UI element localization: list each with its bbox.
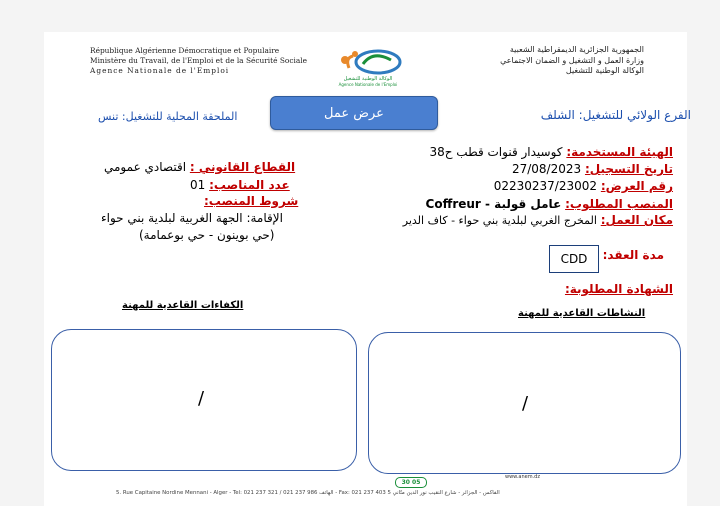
position-row: [426, 197, 673, 211]
reg-date-row: [512, 162, 673, 176]
contract-label: مدة العقد:: [602, 248, 664, 262]
positions-count-value: 01: [190, 178, 206, 192]
reg-date-label: تاريخ التسجيل:: [584, 162, 673, 176]
sector-row: [104, 160, 295, 174]
footer-site: www.anem.dz: [505, 474, 540, 480]
footer-address: 5. Rue Capitaine Nordine Mennani - Alger - Tel: 021 237 321 / 021 237 986 الهاتف - Fax: 021 237 403 الفاكس - الجزائر - شارع النقيب نور الدين منّاني 5: [116, 490, 500, 496]
branch-local: الملحقة المحلية للتشغيل: تنس: [98, 110, 238, 123]
offer-number-value: 02230237/23002: [493, 179, 598, 193]
employer-value: كوسيدار قنوات قطب ح38: [429, 145, 563, 159]
header-ar-line: الوكالة الوطنية للتشغيل: [565, 66, 644, 75]
positions-count-label: عدد المناصب:: [209, 178, 290, 192]
certificate-label: الشهادة المطلوبة:: [564, 282, 673, 296]
header-fr-line: Agence Nationale de l'Emploi: [90, 66, 230, 75]
sector-value: اقتصادي عمومي: [104, 160, 187, 174]
positions-count-row: [190, 178, 290, 192]
conditions-label: شروط المنصب:: [204, 194, 299, 208]
header-ar-line: الجمهورية الجزائرية الديمقراطية الشعبية: [509, 45, 644, 54]
workplace-row: [403, 213, 673, 227]
certificate-row: [565, 282, 673, 296]
workplace-label: مكان العمل:: [600, 213, 673, 227]
logo-name-ar: الوكالة الوطنية للتشغيل: [343, 76, 393, 82]
workplace-value: المخرج الغربي لبلدية بني حواء - كاف الدير: [402, 214, 597, 227]
sector-label: القطاع القانوني :: [189, 160, 296, 174]
branch-wilaya: الفرع الولائي للتشغيل: الشلف: [540, 108, 691, 122]
logo-name-fr: Agence Nationale de l'Emploi: [338, 82, 398, 87]
offer-title-box: عرض عمل: [270, 96, 438, 130]
header-fr-line: République Algérienne Démocratique et Populaire: [90, 46, 280, 55]
offer-number-row: [494, 179, 673, 193]
contract-label-row: [603, 248, 664, 262]
skills-value: /: [198, 388, 205, 409]
contract-value-box: CDD: [549, 245, 599, 273]
conditions-line-1: الإقامة: الجهة الغربية لبلدية بني حواء: [101, 211, 283, 225]
activities-title: النشاطات القاعدية للمهنة: [518, 308, 646, 319]
offer-number-label: رقم العرض:: [600, 179, 673, 193]
header-ar-line: وزارة العمل و التشغيل و الضمان الاجتماعي: [500, 55, 644, 65]
header-fr-line: Ministère du Travail, de l'Emploi et de la Sécurité Sociale: [90, 56, 308, 65]
employer-row: [429, 145, 673, 159]
conditions-line-2: (حي بوينون - حي بوعمامة): [139, 228, 275, 242]
position-label: المنصب المطلوب:: [565, 197, 673, 211]
skills-panel: [51, 329, 357, 471]
position-value: عامل قولبة - Coffreur: [425, 197, 562, 211]
activities-panel: [368, 332, 681, 474]
conditions-row: [204, 194, 298, 208]
activities-value: /: [522, 393, 529, 414]
skills-title: الكفاءات القاعدية للمهنة: [122, 300, 244, 311]
employer-label: الهيئة المستخدمة:: [566, 145, 673, 159]
reg-date-value: 27/08/2023: [511, 162, 582, 176]
header-arabic: [500, 45, 644, 77]
header-french: [90, 46, 307, 76]
green-number-badge: 30 05: [395, 477, 427, 488]
